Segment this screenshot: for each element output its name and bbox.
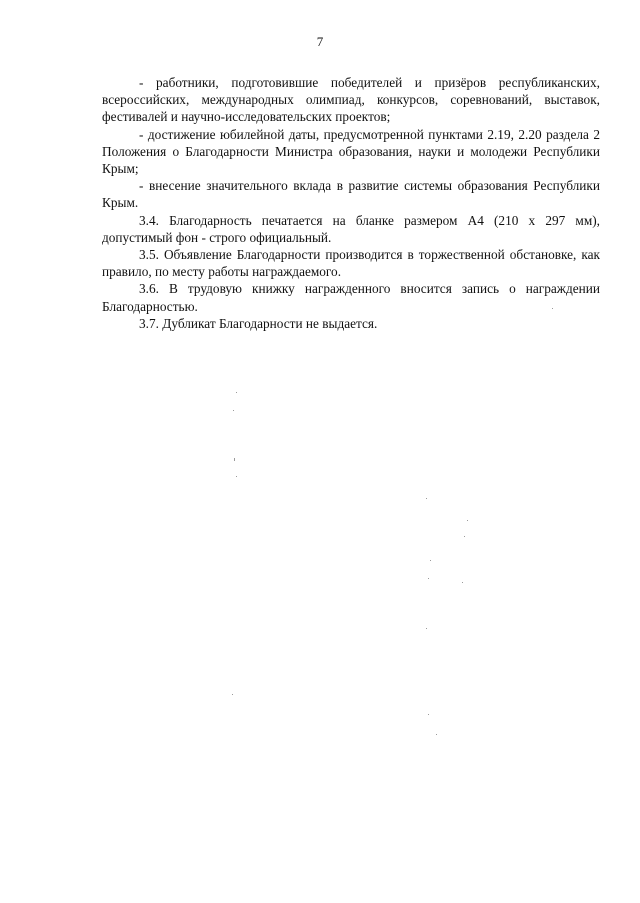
scan-speck: [236, 476, 237, 477]
scan-speck: [462, 582, 463, 583]
clause-3-6: 3.6. В трудовую книжку награжденного вносится запись о награждении Благодарностью.: [102, 281, 600, 314]
clause-3-4: 3.4. Благодарность печатается на бланке размером А4 (210 х 297 мм), допустимый фон - строго официальный.: [102, 212, 600, 245]
scan-speck: [236, 392, 237, 393]
scan-speck: [234, 458, 235, 461]
scan-speck: [233, 410, 234, 411]
document-body: [102, 74, 600, 332]
clause-3-7: 3.7. Дубликат Благодарности не выдается.: [139, 315, 378, 331]
bullet-item-trainers: - работники, подготовившие победителей и призёров республиканских, всероссийских, международных олимпиад, конкурсов, соревнований, выставок, фестивалей и научно-исследовательских проектов;: [102, 75, 600, 125]
bullet-item-contribution: - внесение значительного вклада в развитие системы образования Республики Крым.: [102, 178, 600, 211]
scan-speck: [426, 498, 427, 499]
scan-speck: [428, 578, 429, 579]
scan-speck: [436, 734, 437, 735]
scan-speck: [232, 694, 233, 695]
scan-speck: [464, 536, 465, 537]
scan-speck: [428, 714, 429, 715]
scan-speck: [426, 628, 427, 629]
page-number: 7: [316, 34, 324, 49]
scan-speck: [430, 560, 431, 561]
scan-speck: [552, 308, 553, 309]
clause-3-5: 3.5. Объявление Благодарности производится в торжественной обстановке, как правило, по месту работы награждаемого.: [102, 247, 600, 280]
bullet-item-anniversary: - достижение юбилейной даты, предусмотренной пунктами 2.19, 2.20 раздела 2 Положения о Благодарности Министра образования, науки и молодежи Республики Крым;: [102, 126, 600, 177]
scan-speck: [467, 520, 468, 521]
